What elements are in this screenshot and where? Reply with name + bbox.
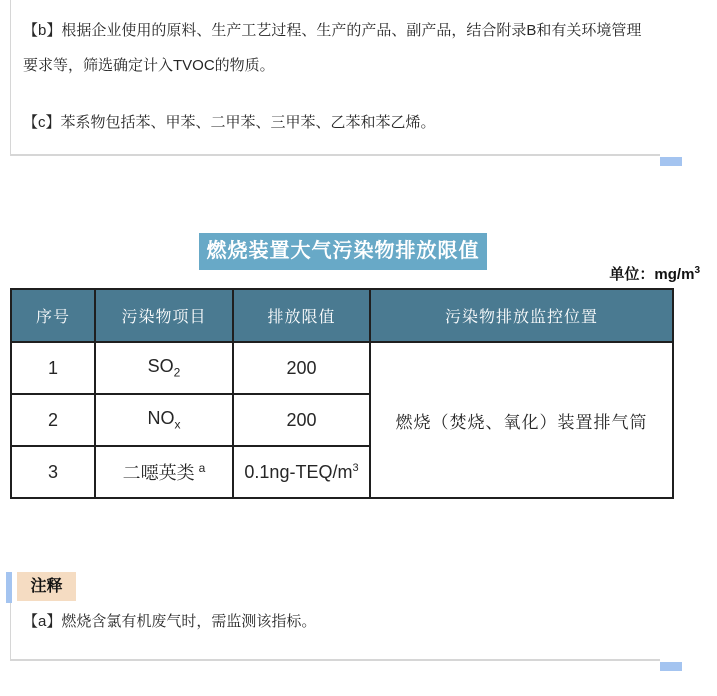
cell-limit: 200	[233, 394, 370, 446]
pollutant-subscript: x	[174, 417, 181, 432]
note-c: 【c】苯系物包括苯、甲苯、二甲苯、三甲苯、乙苯和苯乙烯。	[23, 114, 436, 131]
col-header-limit: 排放限值	[233, 289, 370, 342]
unit-superscript: 3	[694, 265, 700, 276]
pollutant-name: NO	[147, 408, 175, 429]
cell-no: 1	[11, 342, 95, 394]
note-a: 【a】燃烧含氯有机废气时，需监测该指标。	[23, 613, 317, 630]
unit-label	[609, 263, 700, 284]
pollutant-name: 二噁英类	[122, 463, 195, 483]
cell-limit: 200	[233, 342, 370, 394]
cell-no: 3	[11, 446, 95, 498]
cell-limit	[233, 446, 370, 498]
col-header-monitor-location: 污染物排放监控位置	[370, 289, 673, 342]
heading-accent-bar	[6, 572, 12, 603]
col-header-pollutant: 污染物项目	[95, 289, 233, 342]
table-header-row	[11, 289, 673, 342]
table-row	[11, 342, 673, 394]
section-end-marker	[660, 662, 682, 671]
unit-prefix: 单位：	[609, 266, 655, 283]
note-b: 【b】根据企业使用的原料、生产工艺过程、生产的产品、副产品，结合附录B和有关环境管理要求等，筛选确定计入TVOC的物质。	[23, 22, 642, 74]
cell-pollutant	[95, 446, 233, 498]
pollutant-name: SO	[147, 356, 174, 377]
cell-pollutant	[95, 342, 233, 394]
cell-no: 2	[11, 394, 95, 446]
cell-monitor-location: 燃烧（焚烧、氧化）装置排气筒	[370, 342, 673, 498]
section-end-marker	[660, 157, 682, 166]
table-title: 燃烧装置大气污染物排放限值	[199, 233, 487, 270]
annotation-section	[10, 572, 660, 661]
notes-section-top	[10, 0, 660, 156]
limit-superscript: 3	[352, 461, 359, 474]
col-header-no: 序号	[11, 289, 95, 342]
pollutant-superscript: a	[198, 461, 206, 475]
pollutant-subscript: 2	[173, 365, 181, 380]
emission-limits-table	[10, 288, 674, 499]
annotation-heading: 注释	[17, 572, 76, 601]
cell-pollutant	[95, 394, 233, 446]
limit-value: 0.1ng-TEQ/m	[244, 461, 353, 482]
unit-value: mg/m	[654, 266, 695, 283]
